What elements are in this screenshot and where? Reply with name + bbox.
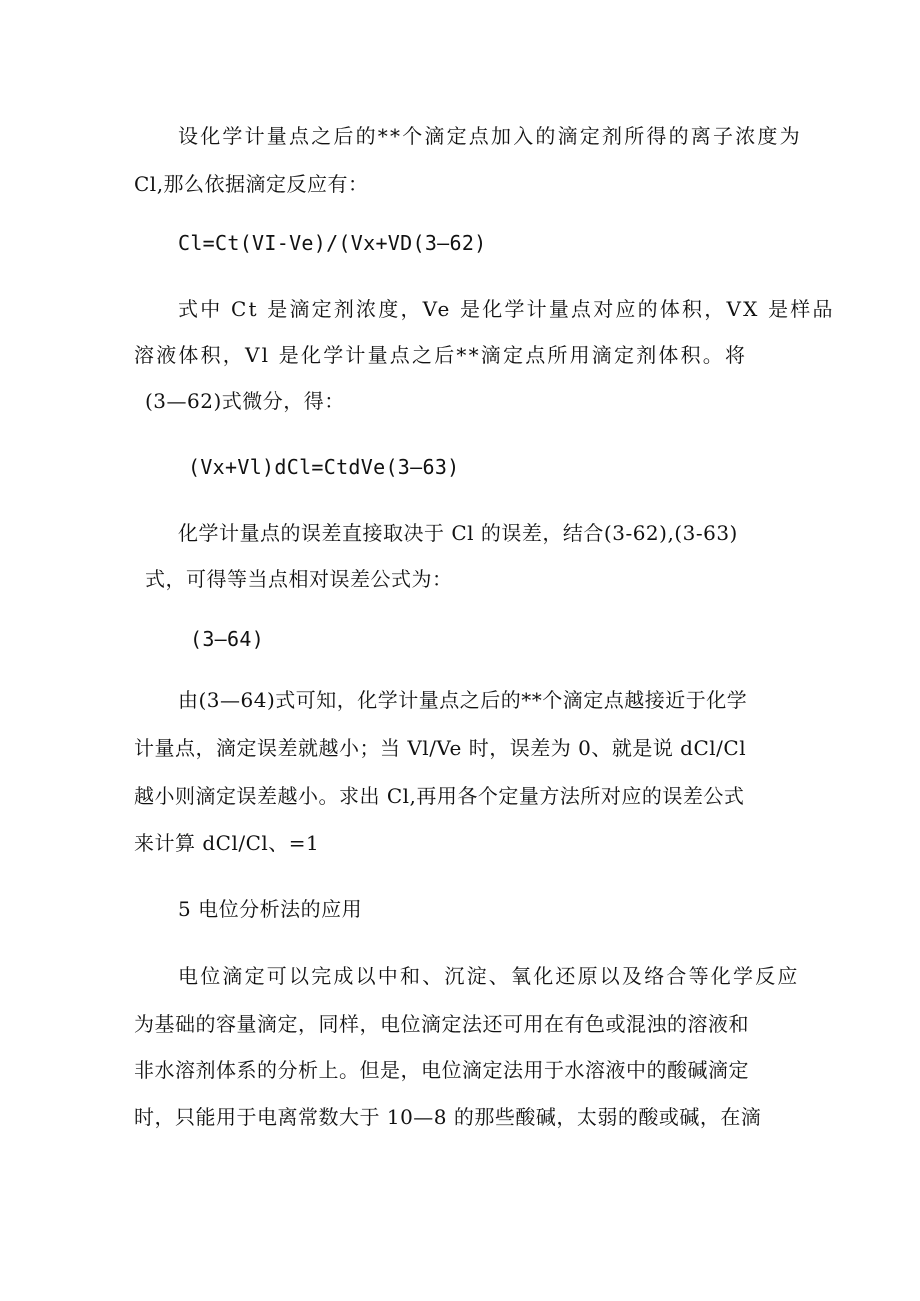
equation-3-64: (3—64) [190,627,265,651]
paragraph-3-line-2: 式，可得等当点相对误差公式为： [145,567,453,591]
paragraph-4-line-3: 越小则滴定误差越小。求出 Cl,再用各个定量方法所对应的误差公式 [134,784,745,808]
section-heading: 5 电位分析法的应用 [178,897,363,921]
paragraph-5-line-2: 为基础的容量滴定，同样，电位滴定法还可用在有色或混浊的溶液和 [134,1012,749,1036]
equation-3-62: Cl=Ct(VI-Ve)/(Vx+VD(3—62) [178,231,487,255]
paragraph-4-line-4: 来计算 dCl/Cl、=1 [134,831,320,855]
paragraph-5-line-4: 时，只能用于电离常数大于 10—8 的那些酸碱，太弱的酸或碱，在滴 [134,1105,762,1129]
paragraph-2-line-2: 溶液体积，Vl 是化学计量点之后**滴定点所用滴定剂体积。将 [134,343,748,367]
paragraph-2-line-1: 式中 Ct 是滴定剂浓度，Ve 是化学计量点对应的体积，VX 是样品 [178,297,835,321]
paragraph-4-line-2: 计量点，滴定误差就越小；当 Vl/Ve 时，误差为 0、就是说 dCl/Cl [134,736,747,760]
paragraph-2-line-3: (3—62)式微分，得： [145,389,345,413]
equation-3-63: (Vx+Vl)dCl=CtdVe(3—63) [188,455,460,479]
paragraph-5-line-1: 电位滴定可以完成以中和、沉淀、氧化还原以及络合等化学反应 [178,964,800,988]
paragraph-3-line-1: 化学计量点的误差直接取决于 Cl 的误差，结合(3-62),(3-63) [178,521,738,545]
paragraph-1-line-2: Cl,那么依据滴定反应有： [134,172,369,196]
paragraph-5-line-3: 非水溶剂体系的分析上。但是，电位滴定法用于水溶液中的酸碱滴定 [134,1058,749,1082]
paragraph-1-line-1: 设化学计量点之后的**个滴定点加入的滴定剂所得的离子浓度为 [178,124,802,148]
paragraph-4-line-1: 由(3—64)式可知，化学计量点之后的**个滴定点越接近于化学 [178,688,748,712]
